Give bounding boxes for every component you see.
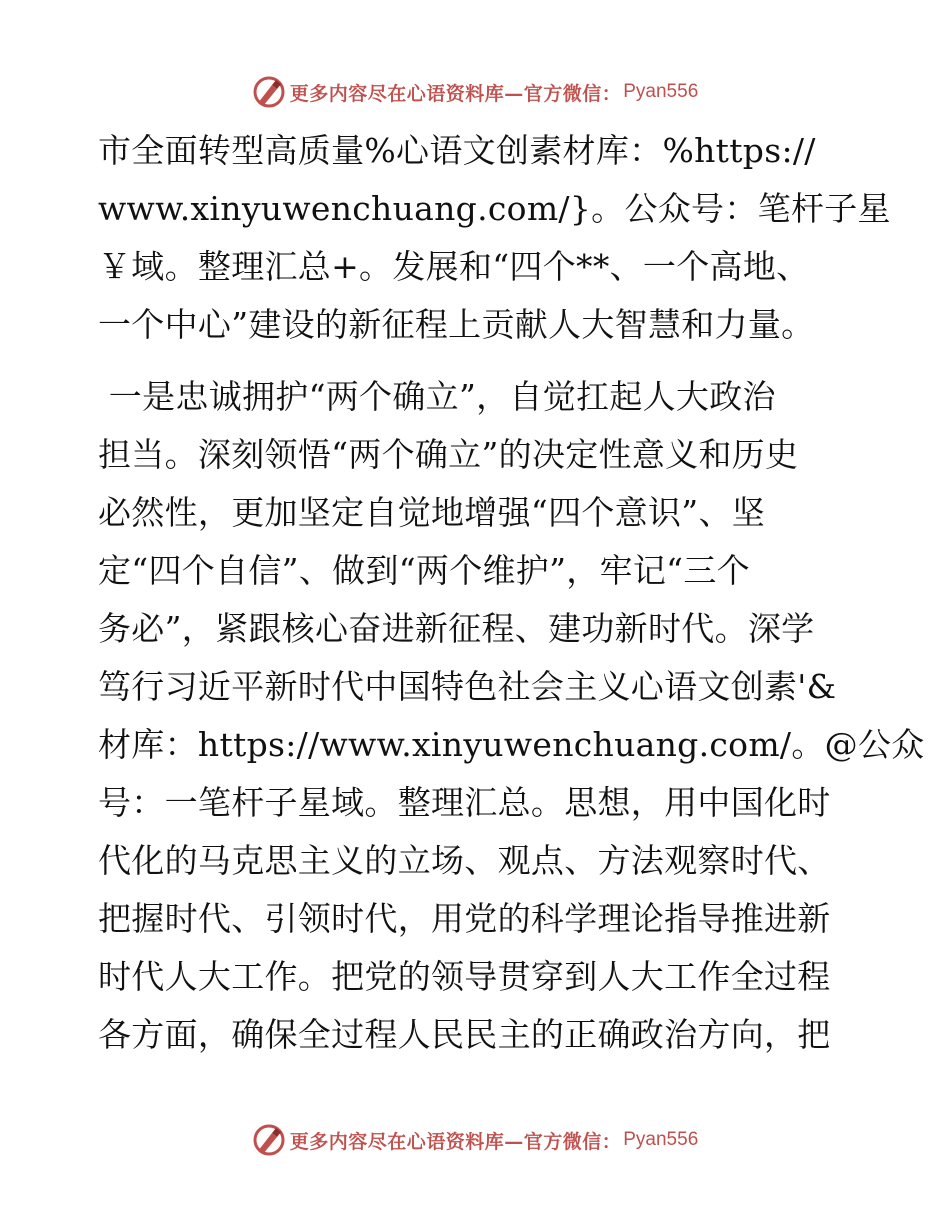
- footer-watermark: [0, 1120, 950, 1160]
- header-watermark: [0, 72, 950, 112]
- text-line: 一个中心”建设的新征程上贡献人大智慧和力量。: [98, 305, 815, 344]
- watermark-id: Pyan556: [623, 81, 699, 102]
- paragraph-gap: [98, 354, 858, 368]
- text-line: 代化的马克思主义的立场、观点、方法观察时代、: [98, 841, 831, 880]
- text-line: 号：一笔杆子星域。整理汇总。思想，用中国化时: [98, 783, 831, 822]
- text-line: 市全面转型高质量%心语文创素材库：%https://: [98, 131, 816, 170]
- paragraph-1: [98, 122, 891, 354]
- text-line: www.xinyuwenchuang.com/}。公众号：笔杆子星: [98, 189, 891, 228]
- pen-logo-icon: [252, 1123, 286, 1157]
- text-line: 笃行习近平新时代中国特色社会主义心语文创素'&: [98, 667, 837, 706]
- paragraph-2: [98, 368, 925, 1064]
- text-line: 定“四个自信”、做到“两个维护”，牢记“三个: [98, 551, 750, 590]
- watermark-text: 更多内容尽在心语资料库—官方微信：: [289, 82, 622, 105]
- text-line: 材库：https://www.xinyuwenchuang.com/。@公众: [98, 725, 925, 764]
- watermark-text: 更多内容尽在心语资料库—官方微信：: [289, 1130, 622, 1153]
- text-line: 各方面，确保全过程人民民主的正确政治方向，把: [98, 1015, 831, 1054]
- pen-logo-icon: [252, 75, 286, 109]
- text-line: 把握时代、引领时代，用党的科学理论指导推进新: [98, 899, 831, 938]
- text-line: 担当。深刻领悟“两个确立”的决定性意义和历史: [98, 435, 799, 474]
- text-line: 时代人大工作。把党的领导贯穿到人大工作全过程: [98, 957, 831, 996]
- text-line: ￥域。整理汇总+。发展和“四个**、一个高地、: [98, 247, 810, 286]
- text-line: 必然性，更加坚定自觉地增强“四个意识”、坚: [98, 493, 766, 532]
- text-line: 一是忠诚拥护“两个确立”，自觉扛起人大政治: [98, 377, 776, 416]
- document-body: [98, 122, 925, 1064]
- text-line: 务必”，紧跟核心奋进新征程、建功新时代。深学: [98, 609, 815, 648]
- watermark-id: Pyan556: [623, 1129, 699, 1150]
